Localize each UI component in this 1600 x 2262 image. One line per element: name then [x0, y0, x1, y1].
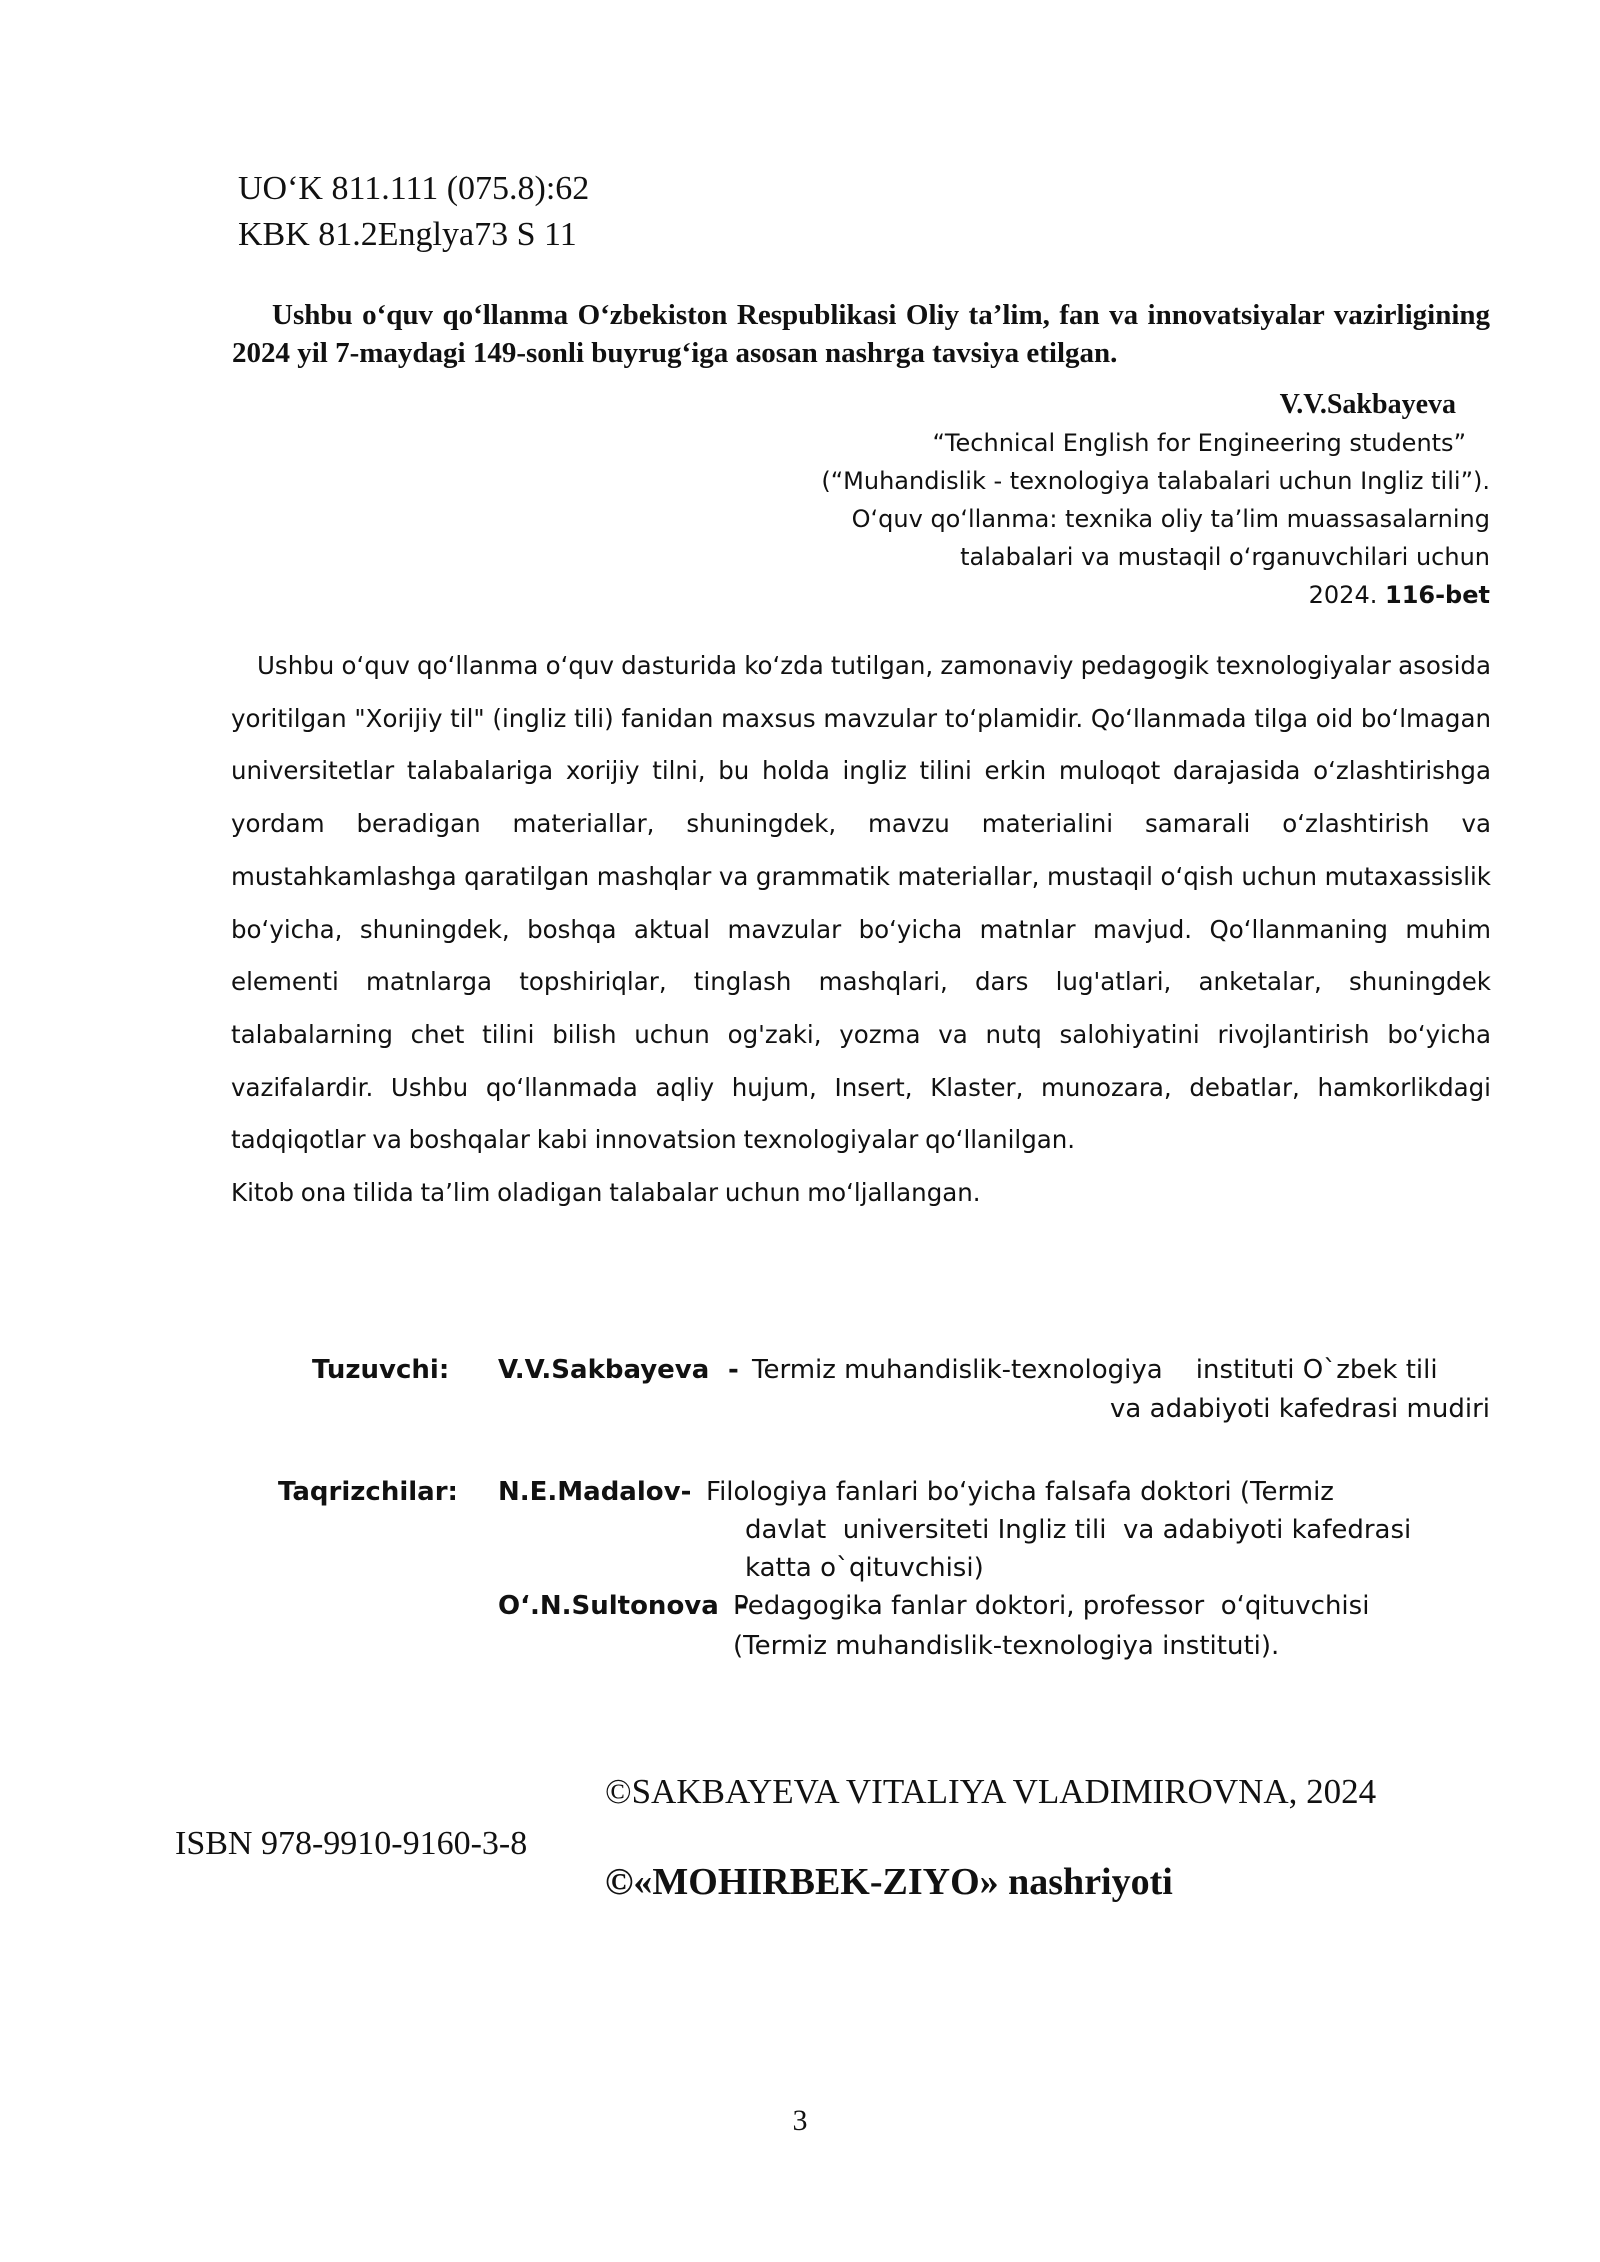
reviewer-1-line-2: davlat universiteti Ingliz tili va adabiyoti kafedrasi — [745, 1515, 1412, 1545]
abstract — [231, 640, 1491, 1220]
reviewer-2-line-2: (Termiz muhandislik-texnologiya instituti). — [733, 1631, 1280, 1661]
reviewer-2-name: O‘.N.Sultonova - — [498, 1591, 748, 1621]
udk-code: UO‘K 811.111 (075.8):62 — [238, 170, 590, 207]
approval-line-1: Ushbu o‘quv qo‘llanma O‘zbekiston Respublikasi Oliy ta’lim, fan va innovatsiyalar — [272, 299, 1325, 331]
reviewer-2-line-1: Pedagogika fanlar doktori, professor o‘qituvchisi — [733, 1591, 1370, 1621]
bib-title-uz: (“Muhandislik - texnologiya talabalari uchun Ingliz tili”). — [821, 467, 1490, 495]
copyright-publisher: ©«MOHIRBEK-ZIYO» nashriyoti — [605, 1861, 1173, 1903]
compiler-label: Tuzuvchi: — [312, 1355, 450, 1385]
reviewers-label: Taqrizchilar: — [278, 1477, 458, 1507]
approval-line-2: vazirligining 2024 yil 7-maydagi 149-sonli buyrug‘iga asosan nashrga tavsiya etilgan. — [232, 299, 1491, 369]
bib-year: 2024. — [1308, 581, 1378, 609]
ministry-approval — [232, 296, 1490, 372]
bib-type-line-1: O‘quv qo‘llanma: texnika oliy ta’lim muassasalarning — [851, 505, 1490, 533]
bib-type-line-2: talabalari va mustaqil o‘rganuvchilari uchun — [960, 543, 1490, 571]
compiler-name: V.V.Sakbayeva — [498, 1355, 710, 1385]
reviewer-1-line-1: Filologiya fanlari bo‘yicha falsafa doktori (Termiz — [706, 1477, 1334, 1507]
bib-author: V.V.Sakbayeva — [1279, 389, 1456, 420]
compiler-dash: - — [728, 1355, 739, 1385]
abstract-paragraph-2: Kitob ona tilida ta’lim oladigan talabalar uchun mo‘ljallangan. — [231, 1178, 981, 1208]
compiler-role-line-2: va adabiyoti kafedrasi mudiri — [1110, 1394, 1490, 1424]
isbn: ISBN 978-9910-9160-3-8 — [175, 1825, 528, 1862]
reviewer-1-line-3: katta o`qituvchisi) — [745, 1553, 984, 1583]
compiler-role-line-1: Termiz muhandislik-texnologiya instituti O`zbek tili — [752, 1355, 1438, 1385]
bib-year-pages — [821, 576, 1490, 614]
classification-codes — [238, 166, 589, 258]
copyright-author: ©SAKBAYEVA VITALIYA VLADIMIROVNA, 2024 — [605, 1772, 1377, 1811]
bbk-code: KBK 81.2Englya73 S 11 — [238, 216, 577, 253]
bib-pages: 116-bet — [1385, 581, 1490, 609]
reviewer-1-name: N.E.Madalov- — [498, 1477, 692, 1507]
bibliographic-record — [821, 386, 1490, 614]
bib-title: “Technical English for Engineering students” — [932, 429, 1466, 457]
abstract-paragraph-1: Ushbu o‘quv qo‘llanma o‘quv dasturida ko‘zda tutilgan, zamonaviy pedagogik texnologiyalar asosida yoritilgan "Xorijiy til" (ingliz tili) fanidan maxsus mavzular to‘plamidir. Qo‘llanmada tilga oid bo‘lmagan universitetlar talabalariga xorijiy tilni, bu holda ingliz tilini erkin muloqot darajasida o‘zlashtirishga yordam beradigan materiallar, shuningdek, mavzu materialini samarali o‘zlashtirish va mustahkamlashga qaratilgan mashqlar va grammatik materiallar, mustaqil o‘qish uchun mutaxassislik bo‘yicha, shuningdek, boshqa aktual mavzular bo‘yicha matnlar mavjud. Qo‘llanmaning muhim elementi matnlarga topshiriqlar, tinglash mashqlari, dars lug'atlari, anketalar, shuningdek talabalarning chet tilini bilish uchun og'zaki, yozma va nutq salohiyatini rivojlantirish bo‘yicha vazifalardir. Ushbu qo‘llanmada aqliy hujum, Insert, Klaster, munozara, debatlar, hamkorlikdagi tadqiqotlar va boshqalar kabi innovatsion texnologiyalar qo‘llanilgan. — [231, 651, 1491, 1155]
page-number: 3 — [792, 2104, 808, 2137]
